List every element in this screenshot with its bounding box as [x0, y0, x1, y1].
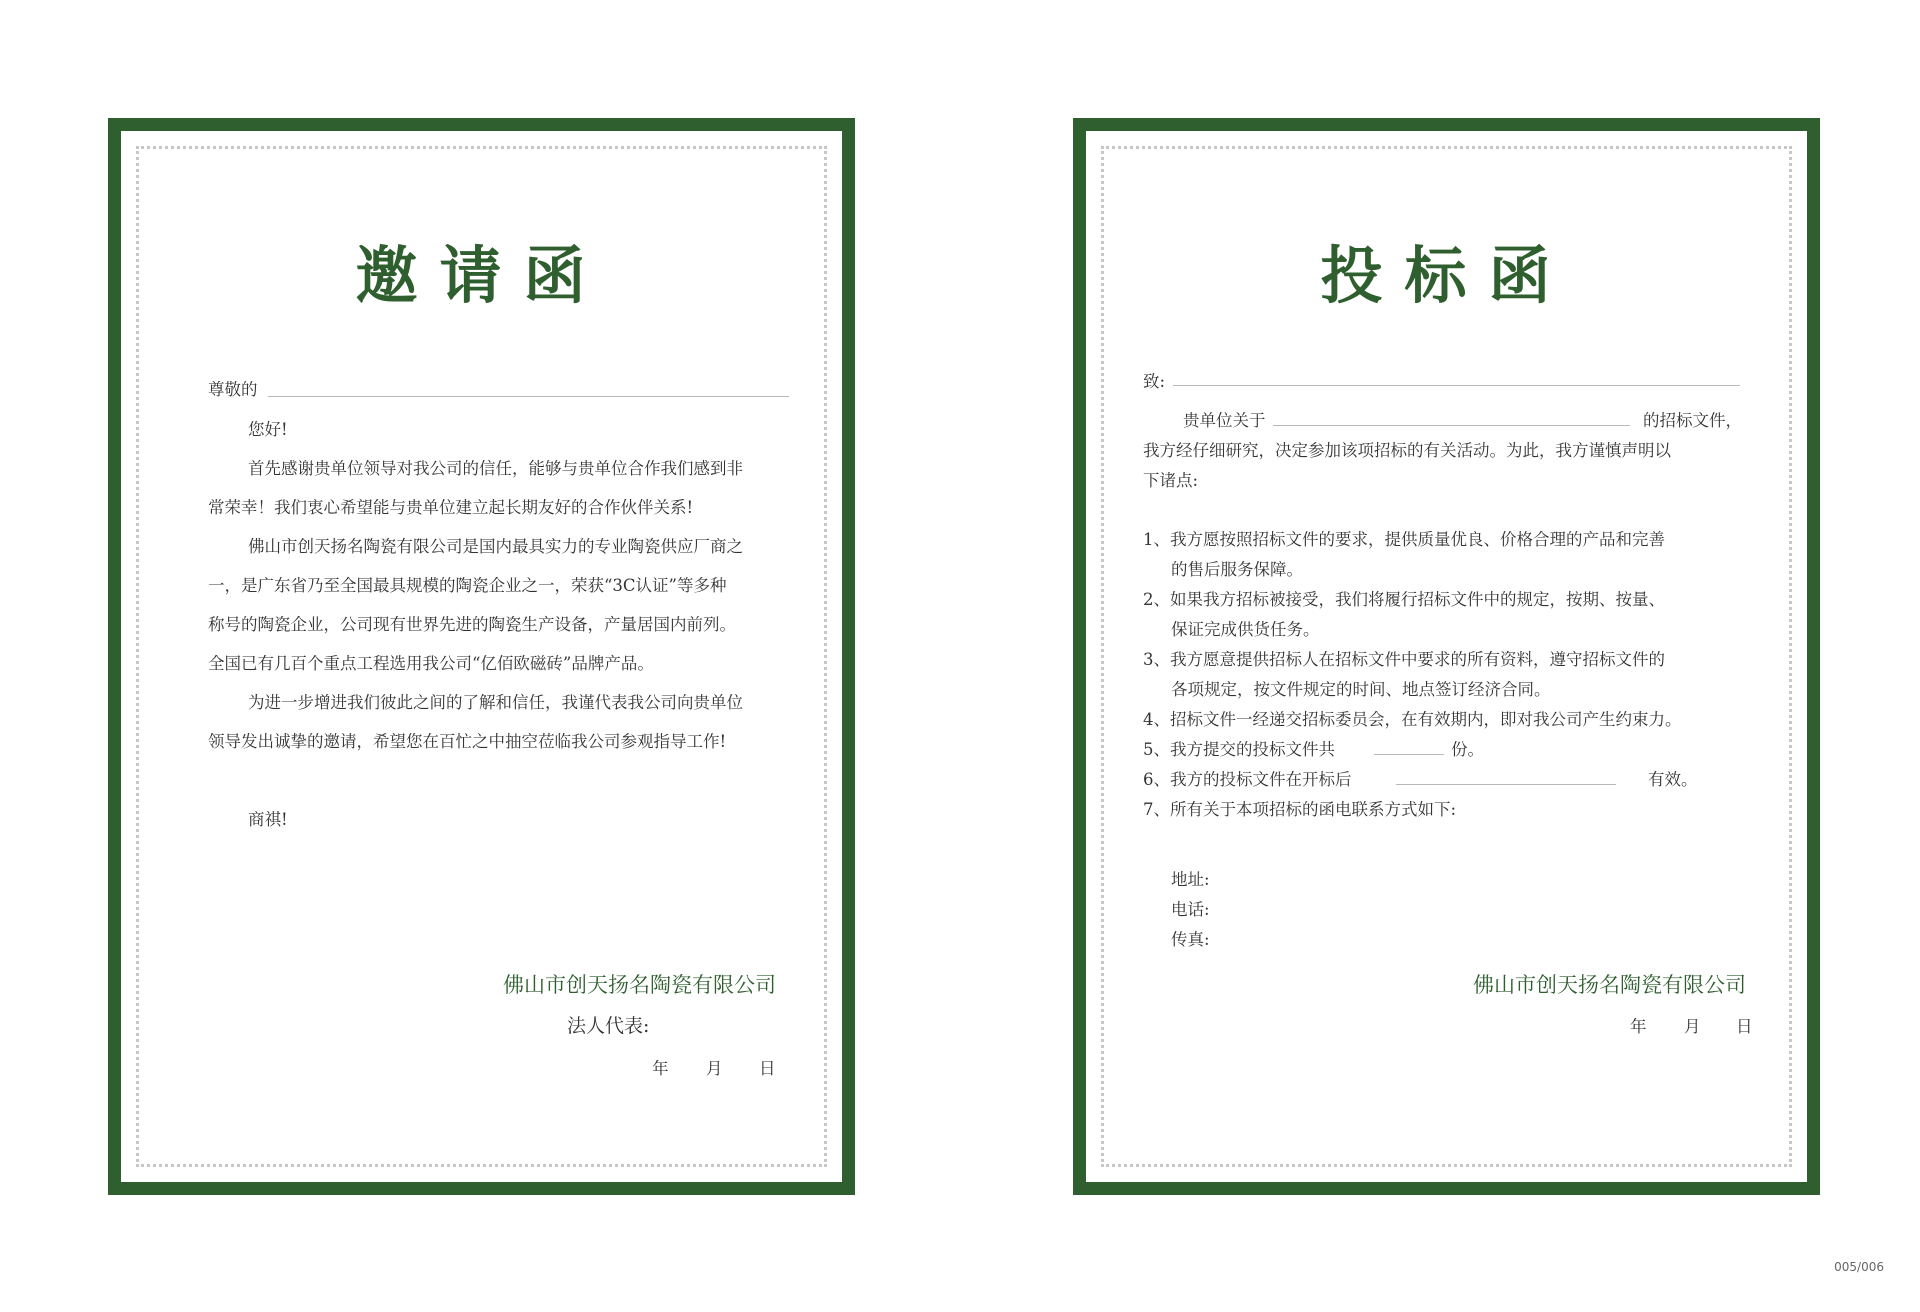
bid-item: 7、所有关于本项招标的函电联系方式如下:	[1143, 800, 1457, 819]
bid-intro-line3: 下诸点:	[1143, 471, 1199, 490]
bid-item: 保证完成供货任务。	[1171, 620, 1320, 639]
invitation-salutation: 尊敬的	[208, 380, 258, 399]
bid-item: 份。	[1451, 740, 1484, 759]
bid-letter-card	[1073, 118, 1820, 1195]
bid-item: 4、招标文件一经递交招标委员会，在有效期内，即对我公司产生约束力。	[1143, 710, 1682, 729]
invitation-paragraph-line: 佛山市创天扬名陶瓷有限公司是国内最具实力的专业陶瓷供应厂商之	[248, 537, 743, 556]
bid-item: 1、我方愿按照招标文件的要求，提供质量优良、价格合理的产品和完善	[1143, 530, 1665, 549]
bid-item: 5、我方提交的投标文件共	[1143, 740, 1335, 759]
invitation-date-year: 年	[652, 1059, 669, 1078]
bid-to: 致:	[1143, 372, 1166, 391]
bid-copies-line	[1374, 754, 1444, 755]
bid-date-year: 年	[1630, 1017, 1647, 1036]
bid-item: 6、我方的投标文件在开标后	[1143, 770, 1352, 789]
bid-intro-line2: 我方经仔细研究，决定参加该项招标的有关活动。为此，我方谨慎声明以	[1143, 441, 1671, 460]
bid-fax-label: 传真:	[1171, 930, 1210, 949]
bid-title: 投标函	[1320, 239, 1573, 312]
invitation-recipient-line	[268, 396, 789, 397]
bid-address-label: 地址:	[1171, 870, 1210, 889]
invitation-paragraph-line: 为进一步增进我们彼此之间的了解和信任，我谨代表我公司向贵单位	[248, 693, 743, 712]
bid-item: 各项规定，按文件规定的时间、地点签订经济合同。	[1171, 680, 1551, 699]
invitation-paragraph-line: 全国已有几百个重点工程选用我公司“亿佰欧磁砖”品牌产品。	[208, 654, 654, 673]
bid-project-line	[1273, 425, 1630, 426]
invitation-paragraph-line: 首先感谢贵单位领导对我公司的信任，能够与贵单位合作我们感到非	[248, 459, 743, 478]
bid-item: 的售后服务保障。	[1171, 560, 1303, 579]
invitation-date-month: 月	[706, 1059, 723, 1078]
bid-company-name: 佛山市创天扬名陶瓷有限公司	[1473, 973, 1746, 997]
page-number: 005/006	[1834, 1260, 1884, 1274]
invitation-greeting: 您好!	[248, 420, 288, 439]
invitation-card	[108, 118, 855, 1195]
bid-validity-line	[1396, 784, 1616, 785]
invitation-legal-rep: 法人代表:	[567, 1015, 650, 1037]
bid-item: 2、如果我方招标被接受，我们将履行招标文件中的规定，按期、按量、	[1143, 590, 1665, 609]
invitation-date-day: 日	[759, 1059, 776, 1078]
invitation-paragraph-line: 一，是广东省乃至全国最具规模的陶瓷企业之一，荣获“3C认证”等多种	[208, 576, 727, 595]
invitation-paragraph-line: 称号的陶瓷企业，公司现有世界先进的陶瓷生产设备，产量居国内前列。	[208, 615, 736, 634]
bid-phone-label: 电话:	[1171, 900, 1210, 919]
bid-date-month: 月	[1684, 1017, 1701, 1036]
invitation-paragraph-line: 常荣幸！我们衷心希望能与贵单位建立起长期友好的合作伙伴关系!	[208, 498, 694, 517]
invitation-company-name: 佛山市创天扬名陶瓷有限公司	[503, 973, 776, 997]
bid-item: 3、我方愿意提供招标人在招标文件中要求的所有资料，遵守招标文件的	[1143, 650, 1665, 669]
bid-intro-b: 的招标文件，	[1643, 411, 1742, 430]
bid-item: 有效。	[1648, 770, 1698, 789]
invitation-paragraph-line: 领导发出诚挚的邀请，希望您在百忙之中抽空莅临我公司参观指导工作!	[208, 732, 727, 751]
invitation-title: 邀请函	[355, 239, 608, 312]
bid-intro-a: 贵单位关于	[1183, 411, 1266, 430]
bid-recipient-line	[1173, 385, 1740, 386]
invitation-closing: 商祺!	[248, 810, 288, 829]
bid-date-day: 日	[1736, 1017, 1753, 1036]
